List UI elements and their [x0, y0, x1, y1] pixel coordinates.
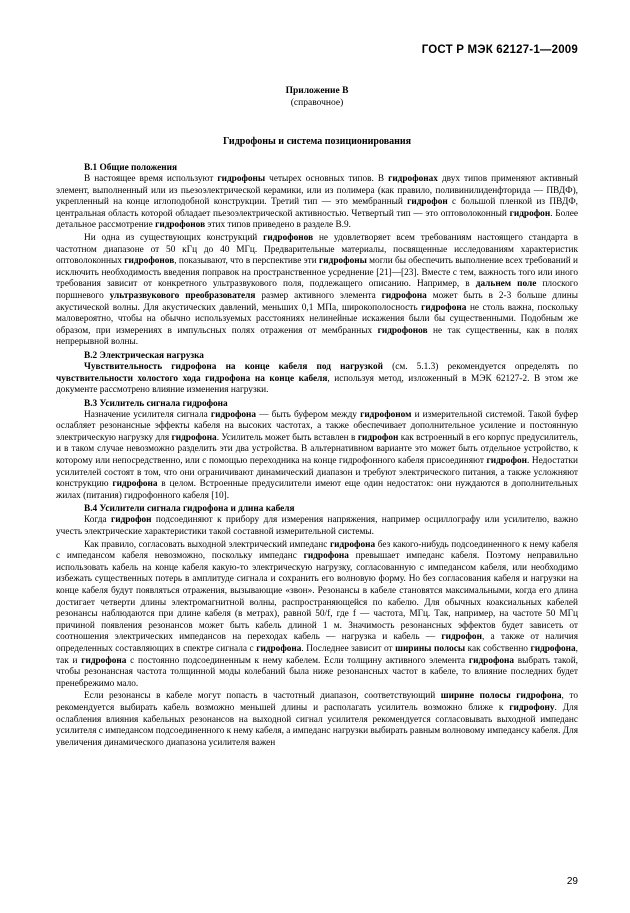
section-heading: В.1 Общие положения: [84, 163, 178, 173]
section-b2: [56, 351, 578, 397]
paragraph: Назначение усилителя сигнала гидрофона — быть буфером между гидрофоном и измерительной системой. Такой буфер ослабляет резонансные эффекты кабеля на высоких частотах, а также обеспечивает дополнительное усиление и постоянную электрическую нагрузку для гидрофона. Усилитель может быть вставлен в гидрофон как встроенный в его корпус предусилитель, и в таком случае невозможно разделить эти два устройства. В альтернативном варианте это может быть отдельное устройство, к которому или непосредственно, или с помощью переходника на конце гидрофонного кабеля присоединяют гидрофон. Недостатки усилителей состоят в том, что они ограничивают динамический диапазон и требуют электрического питания, а также усложняют конструкцию гидрофона в целом. Встроенные предусилители имеют еще один недостаток: они нуждаются в дополнительных жилах (питания) гидрофонного кабеля [10].: [56, 409, 578, 501]
paragraph: Чувствительность гидрофона на конце кабеля под нагрузкой (см. 5.1.3) рекомендуется определять по чувствительности холостого хода гидрофона на конце кабеля, используя метод, изложенный в МЭК 62127-2. В этом же документе рассмотрено влияние изменения нагрузки.: [56, 361, 578, 396]
section-b4: [56, 504, 578, 749]
page-title: Гидрофоны и система позиционирования: [222, 136, 412, 147]
paragraph: В настоящее время используют гидрофоны четырех основных типов. В гидрофонах двух типов применяют активный элемент, выполненный или из пьезоэлектрической керамики, или из полимера (как правило, поливинилиденфторида — ПВДФ), укрепленный на конце иглоподобной конструкции. Третий тип — это мембранный гидрофон с большой пленкой из ПВДФ, центральная область которой обладает пьезоэлектрической активностью. Четвертый тип — это оптоволоконный гидрофон. Более детальное рассмотрение гидрофонов этих типов приведено в разделе В.9.: [56, 174, 579, 231]
page-number: 29: [566, 876, 578, 887]
annex-label: Приложение В: [285, 86, 349, 96]
paragraph: Ни одна из существующих конструкций гидрофонов не удовлетворяет всем требованиям настоящего стандарта в частотном диапазоне от 50 кГц до 40 МГц. Предварительные материалы, посвященные исследованиям характеристик оптоволоконных гидрофонов, показывают, что в перспективе эти гидрофоны могли бы обеспечить выполнение всех требований и исключить необходимость введения поправок на пространственное усреднение [21]—[23]. Вместе с тем, важность того или иного требования зависит от конкретного ультразвукового поля, подлежащего описанию. Например, в дальнем поле плоского поршневого ультразвукового преобразователя размер активного элемента гидрофона может быть в 2-3 больше длины акустической волны. Для акустических давлений, меньших 0,1 МПа, широкополосность гидрофона не столь важна, поскольку маловероятно, чтобы на обычно используемых расстояниях нелинейные искажения были бы существенными. Подобным же образом, при измерениях в импульсных полях отражения от мембранных гидрофонов не так существенны, как в полях непрерывной волны.: [56, 232, 579, 348]
page-header: [56, 44, 578, 56]
annex-subtitle: (справочное): [290, 98, 344, 108]
section-heading: В.3 Усилитель сигнала гидрофона: [84, 398, 228, 409]
paragraph: Когда гидрофон подсоединяют к прибору для измерения напряжения, например осциллографу или усилителю, важно учесть электрические характеристики такой составной измерительной системы.: [56, 515, 578, 538]
section-heading: В.2 Электрическая нагрузка: [84, 350, 204, 361]
paragraph: Если резонансы в кабеле могут попасть в частотный диапазон, соответствующий ширине полосы гидрофона, то рекомендуется выбирать кабель возможно меньшей длины и располагать усилитель возможно ближе к гидрофону. Для ослабления влияния кабельных резонансов на выходной сигнал усилителя рекомендуется согласовывать выходной импеданс усилителя с импедансом подсоединенного к нему кабеля, а импеданс нагрузки выбирать равным волновому импедансу кабеля. Для увеличения динамического диапазона усилителя важен: [56, 691, 578, 748]
section-heading: В.4 Усилители сигнала гидрофона и длина кабеля: [84, 504, 295, 515]
section-b1: [56, 163, 578, 349]
standard-reference: ГОСТ Р МЭК 62127-1—2009: [421, 44, 578, 56]
paragraph: Как правило, согласовать выходной электрический импеданс гидрофона без какого-нибудь подсоединенного к нему кабеля с импедансом кабеля невозможно, поскольку импеданс гидрофона превышает импеданс кабеля. Поэтому неправильно использовать кабель на конце кабеля какую-то электрическую нагрузку, согласованную с импедансом кабеля, или необходимо избежать существенных потерь в амплитуде сигнала и сохранить его волновую форму. Но без согласования кабеля и нагрузки на конце кабеля будут появляться отражения, вызывающие «звон». Резонансы в кабеле становятся максимальными, когда его длина достигает четверти длины электромагнитной волны, распространяющейся по кабелю. Для обычных коаксиальных кабелей резонансы наблюдаются при длине кабеля (в метрах), равной 50/f, где f — частота, МГц. Так, например, на частоте 50 МГц причиной появления резонансов может быть кабель длиной 1 м. Значимость резонансных эффектов будет зависеть от соотношения электрических импедансов на переходах кабель — нагрузка и кабель — гидрофон, а также от наличия определенных составляющих в спектре сигнала с гидрофона. Последнее зависит от ширины полосы как собственно гидрофона, так и гидрофона с постоянно подсоединенным к нему кабелем. Если толщину активного элемента гидрофона выбрать такой, чтобы резонансная частота толщинной моды колебаний была ниже резонансных частот в кабеле, то влияние последних будет пренебрежимо мало.: [56, 539, 578, 689]
section-b3: [56, 399, 578, 503]
